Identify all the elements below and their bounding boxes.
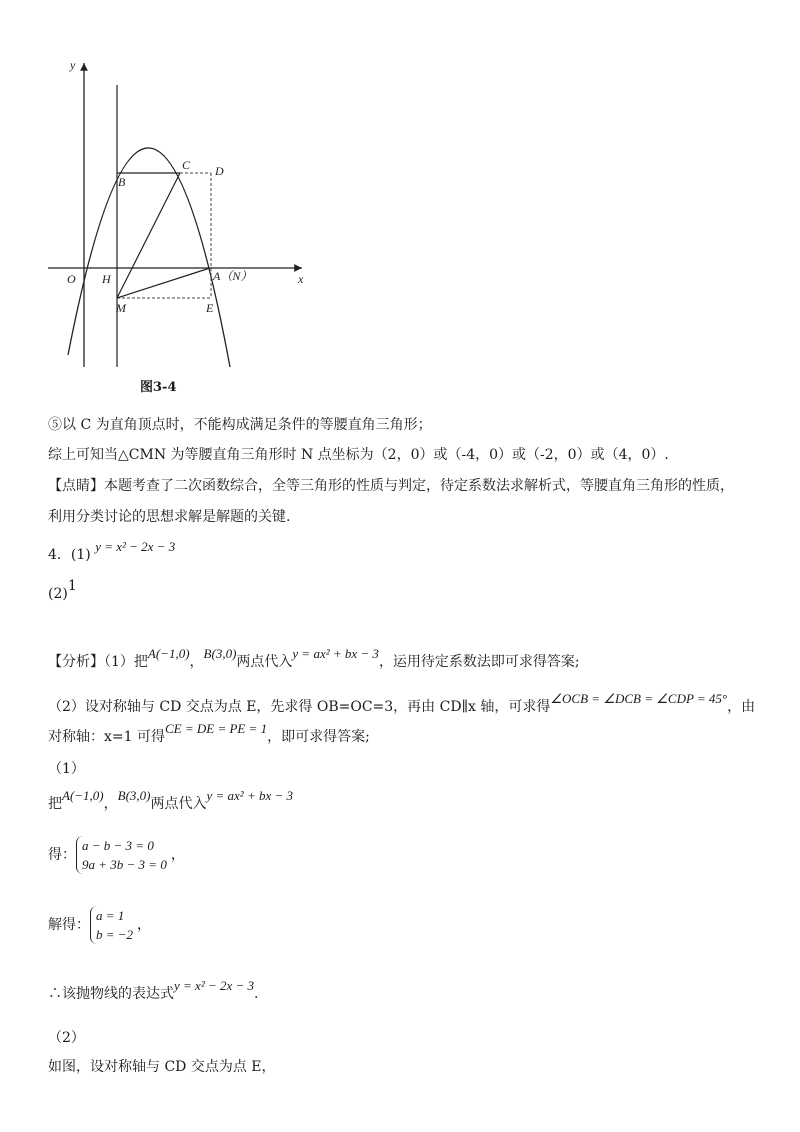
question-4-part-1 <box>48 539 176 564</box>
parabola-figure <box>40 55 320 375</box>
s2-point-b: B(3,0) <box>117 788 151 803</box>
label-y: y <box>70 58 76 72</box>
equation-system-2 <box>90 906 137 944</box>
solution-expression <box>48 978 259 1003</box>
system-2-eq-1: a = 1 <box>96 908 125 923</box>
s5-equation: y = x² − 2x − 3 <box>174 978 255 993</box>
analysis-end: ，运用待定系数法即可求得答案; <box>378 654 580 670</box>
analysis-mid: 两点代入 <box>236 654 293 670</box>
s2-mid: 两点代入 <box>150 796 207 812</box>
question-4-part-2 <box>48 578 77 603</box>
s2-start: 把 <box>48 796 62 812</box>
text-line-4: 利用分类讨论的思想求解是解题的关键. <box>48 509 291 525</box>
analysis-part-3 <box>48 721 370 746</box>
figure-caption: 图3-4 <box>140 380 177 395</box>
p3-end: ，即可求得答案; <box>267 729 370 745</box>
equation-system-1 <box>76 836 171 874</box>
analysis-label: 【分析】（1）把 <box>48 654 148 670</box>
analysis-point-a: A(−1,0) <box>147 646 190 661</box>
label-c: C <box>182 158 191 172</box>
q4-2-label: (2) <box>48 586 68 602</box>
q4-answer-1: y = x² − 2x − 3 <box>95 539 176 554</box>
s4-label: 解得： <box>48 917 90 933</box>
solution-system <box>48 836 185 874</box>
system-1-eq-1: a − b − 3 = 0 <box>82 838 154 853</box>
solution-2-text: 如图，设对称轴与 CD 交点为点 E， <box>48 1059 276 1075</box>
s3-label: 得： <box>48 847 76 863</box>
p3-equation: CE = DE = PE = 1 <box>164 721 268 736</box>
analysis-sep: ， <box>189 654 204 670</box>
analysis-line <box>48 646 580 671</box>
label-b: B <box>118 175 126 189</box>
solution-1-label: （1） <box>48 761 85 777</box>
segment-cm <box>117 173 180 298</box>
solution-2-label: （2） <box>48 1030 85 1046</box>
solution-substitute <box>48 788 294 813</box>
text-line-3: 【点睛】本题考查了二次函数综合，全等三角形的性质与判定，待定系数法求解析式，等腰直角三角形的性质， <box>48 478 734 494</box>
label-o: O <box>67 272 76 286</box>
label-x: x <box>298 272 304 286</box>
text-line-1: ⑤以 C 为直角顶点时，不能构成满足条件的等腰直角三角形； <box>48 417 432 433</box>
p2-angles: ∠OCB = ∠DCB = ∠CDP = 45° <box>550 691 728 706</box>
s3-end: ， <box>170 847 185 863</box>
s5-end: . <box>254 986 259 1002</box>
label-e: E <box>206 301 214 315</box>
system-2-eq-2: b = −2 <box>96 927 134 942</box>
p2-start: （2）设对称轴与 CD 交点为点 E，先求得 OB=OC=3，再由 CD∥x 轴，可求得 <box>48 699 551 715</box>
label-h: H <box>102 272 111 286</box>
analysis-part-2 <box>48 691 756 716</box>
analysis-point-b: B(3,0) <box>203 646 237 661</box>
s2-equation: y = ax² + bx − 3 <box>206 788 294 803</box>
analysis-equation: y = ax² + bx − 3 <box>292 646 379 661</box>
s2-point-a: A(−1,0) <box>62 788 104 803</box>
parabola-curve <box>68 148 230 367</box>
label-m: M <box>116 301 126 315</box>
s5-start: ∴该抛物线的表达式 <box>48 986 174 1002</box>
system-1-eq-2: 9a + 3b − 3 = 0 <box>82 857 167 872</box>
s2-sep: ， <box>103 796 118 812</box>
label-a: A（N） <box>213 269 253 283</box>
segment-ma <box>117 268 210 298</box>
label-d: D <box>215 164 224 178</box>
q4-answer-2: 1 <box>67 578 77 594</box>
solution-result <box>48 906 151 944</box>
q4-label: 4．(1) <box>48 547 91 563</box>
s4-end: ， <box>137 917 152 933</box>
p2-end: ，由 <box>727 699 756 715</box>
p3-start: 对称轴：x=1 可得 <box>48 729 165 745</box>
text-line-2: 综上可知当△CMN 为等腰直角三角形时 N 点坐标为（2，0）或（-4，0）或（-2，0）或（4，0）. <box>48 447 669 463</box>
